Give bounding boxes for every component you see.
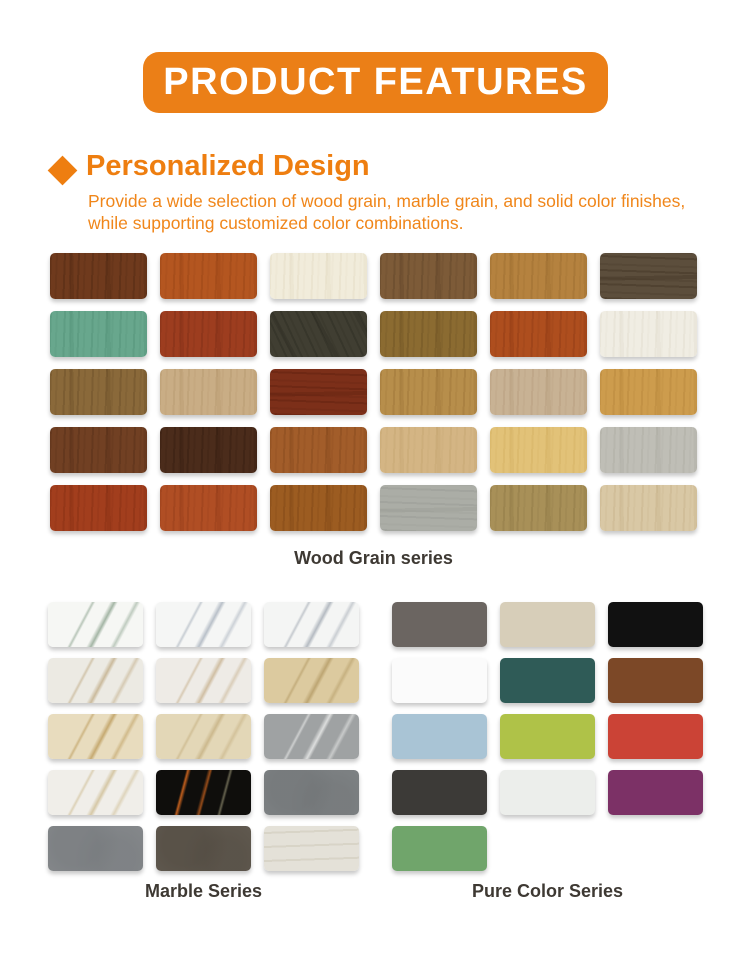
- wood-swatch-oak-honey: [490, 253, 587, 299]
- wood-swatch-cherry-red: [490, 311, 587, 357]
- marble-swatch-crema-gold: [48, 714, 143, 759]
- wood-swatch-walnut-dark: [50, 253, 147, 299]
- pure-swatch-pearl-white: [500, 770, 595, 815]
- banner-title: PRODUCT FEATURES: [163, 61, 588, 103]
- section-heading: Personalized Design: [86, 150, 370, 182]
- marble-swatch-nero-orange: [156, 770, 251, 815]
- wood-swatch-birch-yellow: [490, 427, 587, 473]
- pure-color-caption: Pure Color Series: [471, 881, 624, 901]
- wood-swatch-teak-classic: [270, 427, 367, 473]
- wood-swatch-maple-golden: [600, 369, 697, 415]
- marble-swatch-crema-marfil: [156, 714, 251, 759]
- wood-swatch-espresso-dark: [160, 427, 257, 473]
- wood-swatch-teak-brown: [270, 485, 367, 531]
- wood-grain-grid: [50, 253, 697, 531]
- wood-swatch-oak-gray-wash: [380, 485, 477, 531]
- wood-swatch-walnut-olive: [380, 311, 477, 357]
- pure-swatch-charcoal: [392, 770, 487, 815]
- wood-swatch-ash-white: [270, 253, 367, 299]
- wood-swatch-oak-khaki: [490, 485, 587, 531]
- wood-swatch-walnut-auburn: [50, 427, 147, 473]
- wood-swatch-cherry-flame: [160, 485, 257, 531]
- pure-swatch-powder-blue: [392, 714, 487, 759]
- wood-swatch-oak-smoked: [600, 253, 697, 299]
- marble-swatch-blush-veined: [156, 658, 251, 703]
- marble-caption: Marble Series: [144, 881, 263, 901]
- wood-swatch-oak-golden: [380, 369, 477, 415]
- pure-swatch-white: [392, 658, 487, 703]
- pure-swatch-almond: [500, 602, 595, 647]
- marble-grid: [48, 602, 359, 871]
- wood-swatch-birch-cream: [600, 485, 697, 531]
- pure-swatch-black: [608, 602, 703, 647]
- marble-swatch-slate-storm: [48, 826, 143, 871]
- pure-swatch-warm-gray: [392, 602, 487, 647]
- wood-swatch-oak-white: [600, 311, 697, 357]
- marble-swatch-beige-classic: [264, 658, 359, 703]
- marble-swatch-travertine-light: [264, 826, 359, 871]
- marble-swatch-slate-gray: [264, 770, 359, 815]
- wood-swatch-maple-sand: [160, 369, 257, 415]
- pure-swatch-coral-red: [608, 714, 703, 759]
- marble-swatch-white-gold: [48, 770, 143, 815]
- marble-swatch-calacatta-gray: [264, 602, 359, 647]
- wood-swatch-maple-light: [380, 427, 477, 473]
- pure-swatch-chestnut: [608, 658, 703, 703]
- pure-swatch-deep-teal: [500, 658, 595, 703]
- wood-swatch-sapele-red: [50, 485, 147, 531]
- wood-swatch-elm-gray: [600, 427, 697, 473]
- pure-swatch-moss-green: [392, 826, 487, 871]
- marble-swatch-basalt-brown: [156, 826, 251, 871]
- section-description: Provide a wide selection of wood grain, marble grain, and solid color finishes, while supporting customized color combinations.: [88, 191, 686, 233]
- wood-grain-caption: Wood Grain series: [294, 548, 453, 568]
- wood-swatch-walnut-rustic: [380, 253, 477, 299]
- marble-swatch-gray-white-vein: [264, 714, 359, 759]
- pure-swatch-lime-green: [500, 714, 595, 759]
- wood-swatch-oak-medium: [50, 369, 147, 415]
- wood-swatch-beech-light: [490, 369, 587, 415]
- wood-swatch-ebony-black: [270, 311, 367, 357]
- pure-swatch-plum: [608, 770, 703, 815]
- marble-swatch-calacatta-green: [48, 602, 143, 647]
- wood-swatch-teal-wash: [50, 311, 147, 357]
- diamond-bullet-icon: [48, 156, 78, 186]
- marble-swatch-crema-light: [48, 658, 143, 703]
- wood-swatch-mahogany-red: [160, 311, 257, 357]
- marble-swatch-carrara-white: [156, 602, 251, 647]
- wood-swatch-mahogany-dark: [270, 369, 367, 415]
- product-features-banner: [143, 52, 608, 113]
- wood-swatch-cherry-orange: [160, 253, 257, 299]
- pure-color-grid: [392, 602, 703, 871]
